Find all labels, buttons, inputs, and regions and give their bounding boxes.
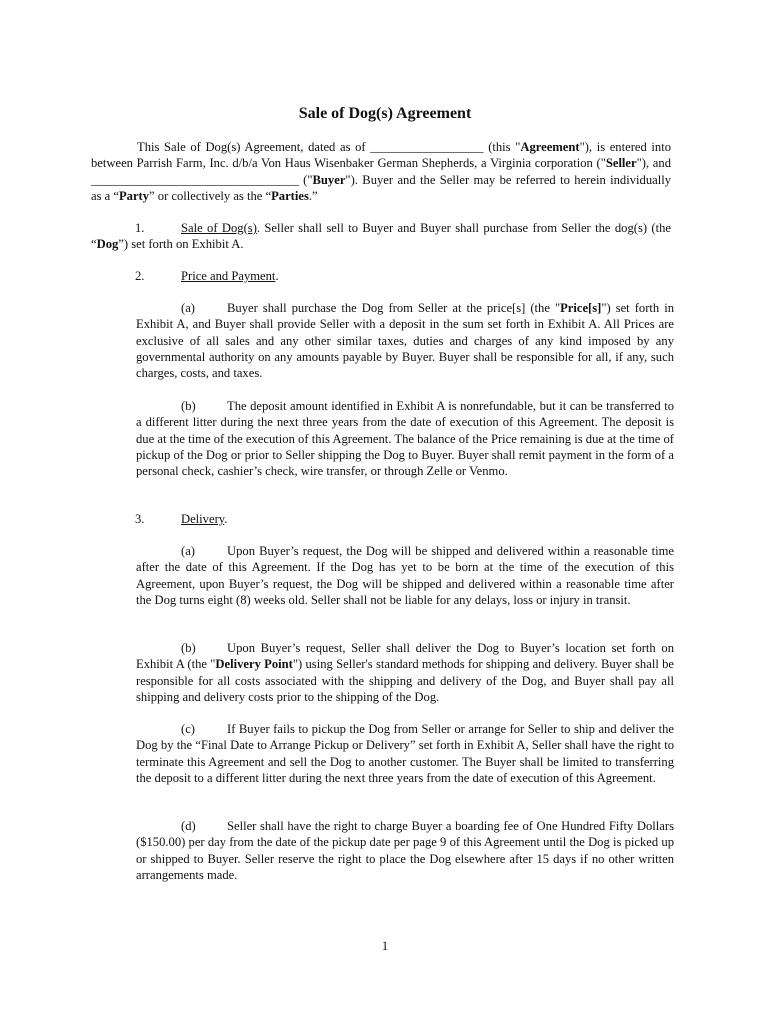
section-3-number: 3. (135, 512, 145, 526)
section-3d-text: Seller shall have the right to charge Buyer a boarding fee of One Hundred Fifty Dollars ($150.00) per day from the date of the pickup date per page 9 of this Agreement until the Dog is picked up or shipped to Buyer. Seller reserve the right to place the Dog elsewhere after 15 days if no other written arrangements made. (136, 819, 674, 882)
section-2-number: 2. (135, 269, 145, 283)
section-3a-label: (a) (181, 544, 195, 558)
intro-text-4: "). Buyer and the Seller may be referred to herein individually as a “ (91, 172, 672, 203)
buyer-term: Buyer (312, 172, 346, 187)
section-2b (136, 398, 674, 479)
section-1-text-1: . Seller shall sell to Buyer and Buyer shall purchase from Seller the dog(s) (the “ (91, 221, 671, 252)
parties-term: Parties (271, 188, 309, 203)
agreement-term: Agreement (520, 140, 580, 154)
intro-text-3: "), and _________________________________ (" (91, 156, 671, 187)
dog-term: Dog (96, 237, 119, 252)
intro-text-1: This Sale of Dog(s) Agreement, dated as of __________________ (this " (137, 140, 521, 154)
section-1-text-2: ”) set forth on Exhibit A. (118, 237, 244, 252)
section-3b-text-1: Upon Buyer’s request, Seller shall deliver the Dog to Buyer’s location set forth on Exhibit A (the " (136, 641, 674, 672)
section-3b-label: (b) (181, 641, 196, 655)
section-2-heading-line (91, 268, 671, 284)
section-3d (136, 818, 674, 883)
section-1-number: 1. (135, 221, 145, 235)
section-3-heading: Delivery (181, 512, 225, 526)
section-3c-label: (c) (181, 722, 195, 736)
section-2a-text-2: ") set forth in Exhibit A, and Buyer shall provide Seller with a deposit in the sum set forth in Exhibit A. All Prices are exclusive of all sales and any other similar taxes, duties and charges of any kind imposed by any governmental authority on any amounts payable by Buyer. Buyer shall be responsible for all, if any, such charges, costs, and taxes. (136, 301, 674, 381)
delivery-point-term: Delivery Point (215, 657, 293, 672)
section-2a-text-1: Buyer shall purchase the Dog from Seller at the price[s] (the " (227, 301, 561, 315)
section-2b-text: The deposit amount identified in Exhibit A is nonrefundable, but it can be transferred to a different litter during the next three years from the date of execution of this Agreement. The deposit is due at the time of the execution of this Agreement. The balance of the Price remaining is due at the time of pickup of the Dog or prior to Seller shipping the Dog to Buyer. Buyer shall remit payment in the form of a personal check, cashier’s check, wire transfer, or through Zelle or Venmo. (136, 399, 674, 479)
section-1 (91, 220, 671, 253)
section-2-heading: Price and Payment (181, 269, 276, 283)
section-1-heading: Sale of Dog(s) (181, 221, 257, 235)
price-term: Price[s] (560, 301, 602, 315)
intro-text-5: ” or collectively as the “ (149, 188, 272, 203)
section-3b (136, 640, 674, 705)
seller-term: Seller (605, 156, 637, 171)
section-3c-text: If Buyer fails to pickup the Dog from Seller or arrange for Seller to ship and deliver the Dog by the “Final Date to Arrange Pickup or Delivery” set forth in Exhibit A, Seller shall have the right to terminate this Agreement and sell the Dog to another customer. The Buyer shall be limited to transferring the deposit to a different litter during the next three years from the date of execution of this Agreement. (136, 722, 674, 785)
section-3-heading-line (91, 511, 671, 527)
section-3a-text: Upon Buyer’s request, the Dog will be shipped and delivered within a reasonable time after the date of this Agreement. If the Dog has yet to be born at the time of the execution of this Agreement, upon Buyer’s request, the Dog will be shipped and delivered within a reasonable time after the Dog turns eight (8) weeks old. Seller shall not be liable for any delays, loss or injury in transit. (136, 544, 674, 607)
section-2b-label: (b) (181, 399, 196, 413)
section-3-heading-period: . (224, 512, 228, 526)
section-2-heading-period: . (275, 269, 279, 283)
page-number: 1 (381, 939, 389, 953)
document-title: Sale of Dog(s) Agreement (298, 105, 472, 122)
section-2a (136, 300, 674, 381)
section-3d-label: (d) (181, 819, 196, 833)
intro-paragraph (91, 139, 671, 204)
section-3b-text-2: ") using Seller's standard methods for shipping and delivery. Buyer shall be responsible for all costs associated with the shipping and delivery of the Dog, and Buyer shall pay all shipping and delivery costs prior to the shipping of the Dog. (136, 657, 675, 704)
section-3a (136, 543, 674, 608)
party-term: Party (118, 188, 150, 203)
section-3c (136, 721, 674, 786)
intro-text-6: .” (308, 188, 318, 203)
intro-text-2: "), is entered into between Parrish Farm, Inc. d/b/a Von Haus Wisenbaker German Shepherds, a Virginia corporation (" (91, 140, 671, 171)
section-2a-label: (a) (181, 301, 195, 315)
